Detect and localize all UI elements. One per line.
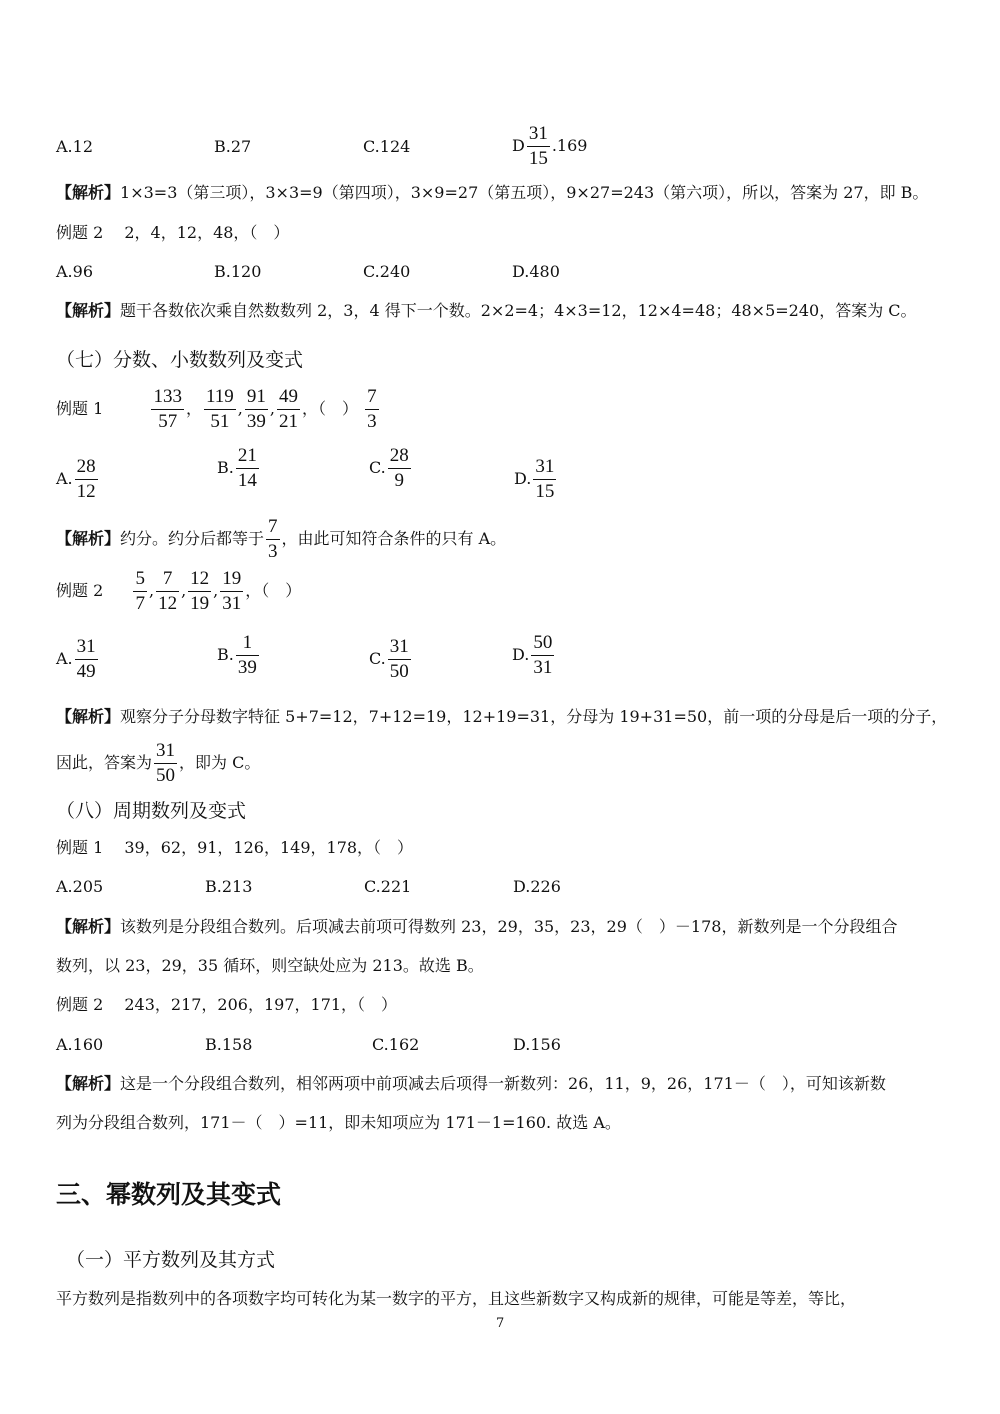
sequence-term	[133, 568, 147, 615]
separator: ，	[185, 399, 202, 418]
option-d: D.226	[513, 877, 561, 896]
analysis-tag: 【解析】	[56, 183, 121, 202]
option-fraction	[236, 632, 259, 679]
fraction-denominator: 12	[158, 593, 178, 614]
fraction-denominator: 15	[528, 148, 548, 169]
option-d	[512, 123, 587, 170]
example-question	[56, 384, 381, 434]
analysis-text: 这是一个分段组合数列，相邻两项中前项减去后项得一新数列：26，11，9，26，171－（ ），可知该新数	[120, 1074, 886, 1093]
fraction-numerator: 31	[389, 636, 409, 657]
analysis-fraction	[154, 740, 177, 787]
fraction-numerator: 7	[162, 568, 173, 589]
fraction-numerator: 7	[367, 386, 377, 407]
section-title: （八）周期数列及变式	[56, 800, 247, 822]
fraction-numerator: 133	[153, 386, 182, 407]
analysis-tag: 【解析】	[56, 1074, 121, 1093]
analysis-line	[56, 300, 917, 322]
fraction-denominator: 19	[190, 593, 210, 614]
sequence-term	[245, 386, 268, 433]
analysis-tag: 【解析】	[56, 917, 121, 936]
option-label: A.	[56, 469, 73, 488]
analysis-text: 该数列是分段组合数列。后项减去前项可得数列 23，29，35，23，29（ ）－178，新数列是一个分段组合	[120, 917, 898, 936]
fraction-denominator: 49	[76, 661, 96, 682]
sequence-term	[151, 386, 184, 433]
separator: ,	[237, 399, 243, 418]
fraction-numerator: 5	[135, 568, 145, 589]
fraction-numerator: 1	[242, 632, 253, 653]
analysis-line	[56, 706, 947, 728]
sequence-term	[220, 568, 243, 615]
page-number: 7	[496, 1316, 505, 1331]
separator: ,	[181, 581, 187, 600]
fraction-numerator: 50	[533, 632, 553, 653]
option-d-fraction	[527, 123, 550, 170]
analysis-text: 因此，答案为	[56, 753, 153, 772]
analysis-tag: 【解析】	[56, 707, 121, 726]
option-d: D.480	[512, 262, 560, 281]
fraction-denominator: 39	[246, 411, 266, 432]
option-a	[56, 456, 100, 503]
option-d-prefix: D	[512, 136, 525, 155]
example-question: 例题 2 243，217，206，197，171，（ ）	[56, 995, 398, 1014]
fraction-numerator: 49	[278, 386, 298, 407]
option-b: B.27	[214, 137, 252, 156]
analysis-text: 题干各数依次乘自然数数列 2，3，4 得下一个数。2×2=4；4×3=12，12×4=48；48×5=240，答案为 C。	[120, 301, 917, 320]
fraction-denominator: 51	[210, 411, 230, 432]
analysis-line	[56, 916, 897, 938]
analysis-line	[56, 516, 506, 563]
sequence-term	[156, 568, 179, 615]
option-label: B.	[217, 645, 234, 664]
option-label: D.	[512, 645, 530, 664]
option-fraction	[388, 445, 411, 492]
option-c: C.162	[372, 1035, 420, 1054]
option-label: D.	[514, 469, 532, 488]
sequence-term	[204, 386, 236, 433]
fraction-denominator: 3	[367, 411, 377, 432]
sequence-term	[277, 386, 300, 433]
option-c: C.124	[363, 137, 411, 156]
fraction-numerator: 7	[268, 516, 278, 537]
option-c: C.221	[364, 877, 412, 896]
analysis-text: 约分。约分后都等于	[120, 529, 265, 548]
blank: ，（ ）	[301, 399, 358, 418]
example-question	[56, 568, 301, 615]
option-b	[217, 632, 261, 679]
fraction-numerator: 12	[190, 568, 210, 589]
option-label: C.	[369, 458, 386, 477]
option-fraction	[533, 456, 556, 503]
option-c	[369, 445, 413, 492]
fraction-denominator: 9	[394, 470, 405, 491]
option-fraction	[75, 636, 98, 683]
paragraph: 平方数列是指数列中的各项数字均可转化为某一数字的平方，且这些新数字又构成新的规律，可能是等差，等比，	[56, 1289, 857, 1308]
fraction-denominator: 15	[535, 481, 555, 502]
example-question: 例题 2 2，4，12，48，（ ）	[56, 223, 290, 242]
option-label: C.	[369, 649, 386, 668]
analysis-tag: 【解析】	[56, 301, 121, 320]
option-fraction	[236, 445, 259, 492]
option-a: A.96	[56, 262, 93, 281]
analysis-text: 1×3=3（第三项），3×3=9（第四项），3×9=27（第五项），9×27=243（第六项），所以，答案为 27，即 B。	[120, 183, 929, 202]
option-fraction	[388, 636, 411, 683]
fraction-denominator: 50	[389, 661, 409, 682]
analysis-text: ，即为 C。	[179, 753, 261, 772]
fraction-denominator: 7	[135, 593, 145, 614]
option-d-suffix: .169	[551, 136, 588, 155]
chapter-title: 三、幂数列及其变式	[56, 1180, 282, 1209]
sequence-term	[188, 568, 211, 615]
option-c: C.240	[363, 262, 411, 281]
separator: ,	[148, 581, 155, 600]
fraction-denominator: 14	[237, 470, 257, 491]
example-question: 例题 1 39，62，91，126，149，178，（ ）	[56, 838, 414, 857]
fraction-denominator: 3	[268, 541, 278, 562]
fraction-denominator: 31	[533, 657, 553, 678]
option-fraction	[531, 632, 554, 679]
fraction-numerator: 31	[528, 123, 548, 144]
analysis-line	[56, 182, 928, 204]
option-a: A.160	[56, 1035, 104, 1054]
option-b	[217, 445, 261, 492]
fraction-denominator: 57	[158, 411, 178, 432]
sequence-term	[365, 386, 379, 433]
fraction-denominator: 39	[237, 657, 257, 678]
option-b: B.213	[205, 877, 253, 896]
blank: ，（ ）	[245, 581, 302, 600]
option-d	[514, 456, 558, 503]
option-b: B.120	[214, 262, 262, 281]
fraction-numerator: 31	[156, 740, 176, 761]
separator: ,	[213, 581, 219, 600]
fraction-numerator: 31	[76, 636, 96, 657]
analysis-tag: 【解析】	[56, 529, 121, 548]
fraction-numerator: 91	[246, 386, 266, 407]
fraction-numerator: 28	[389, 445, 409, 466]
option-label: A.	[56, 649, 73, 668]
analysis-line	[56, 740, 260, 787]
section-title: （七）分数、小数数列及变式	[56, 349, 304, 371]
analysis-fraction	[266, 516, 280, 563]
fraction-numerator: 19	[222, 568, 242, 589]
example-label: 例题 2	[56, 581, 104, 600]
fraction-numerator: 21	[237, 445, 257, 466]
analysis-line	[56, 1073, 886, 1095]
analysis-line: 数列，以 23，29，35 循环，则空缺处应为 213。故选 B。	[56, 956, 484, 975]
analysis-line: 列为分段组合数列，171－（ ）=11，即未知项应为 171－1=160. 故选 A。	[56, 1113, 621, 1132]
option-a: A.12	[56, 137, 93, 156]
fraction-denominator: 21	[278, 411, 298, 432]
separator: ,	[269, 399, 275, 418]
option-label: B.	[217, 458, 234, 477]
example-label: 例题 1	[56, 399, 104, 418]
option-fraction	[75, 456, 98, 503]
analysis-text: 观察分子分母数字特征 5+7=12，7+12=19，12+19=31，分母为 19+31=50，前一项的分母是后一项的分子，	[120, 707, 948, 726]
option-d	[512, 632, 556, 679]
option-a	[56, 636, 100, 683]
fraction-numerator: 28	[76, 456, 96, 477]
analysis-text: ，由此可知符合条件的只有 A。	[281, 529, 507, 548]
section-title: （一）平方数列及其方式	[66, 1249, 276, 1271]
option-d: D.156	[513, 1035, 561, 1054]
fraction-numerator: 119	[205, 386, 234, 407]
fraction-denominator: 50	[156, 765, 176, 786]
option-b: B.158	[205, 1035, 253, 1054]
fraction-denominator: 31	[222, 593, 242, 614]
fraction-denominator: 12	[76, 481, 96, 502]
option-a: A.205	[56, 877, 104, 896]
fraction-numerator: 31	[535, 456, 555, 477]
option-c	[369, 636, 413, 683]
